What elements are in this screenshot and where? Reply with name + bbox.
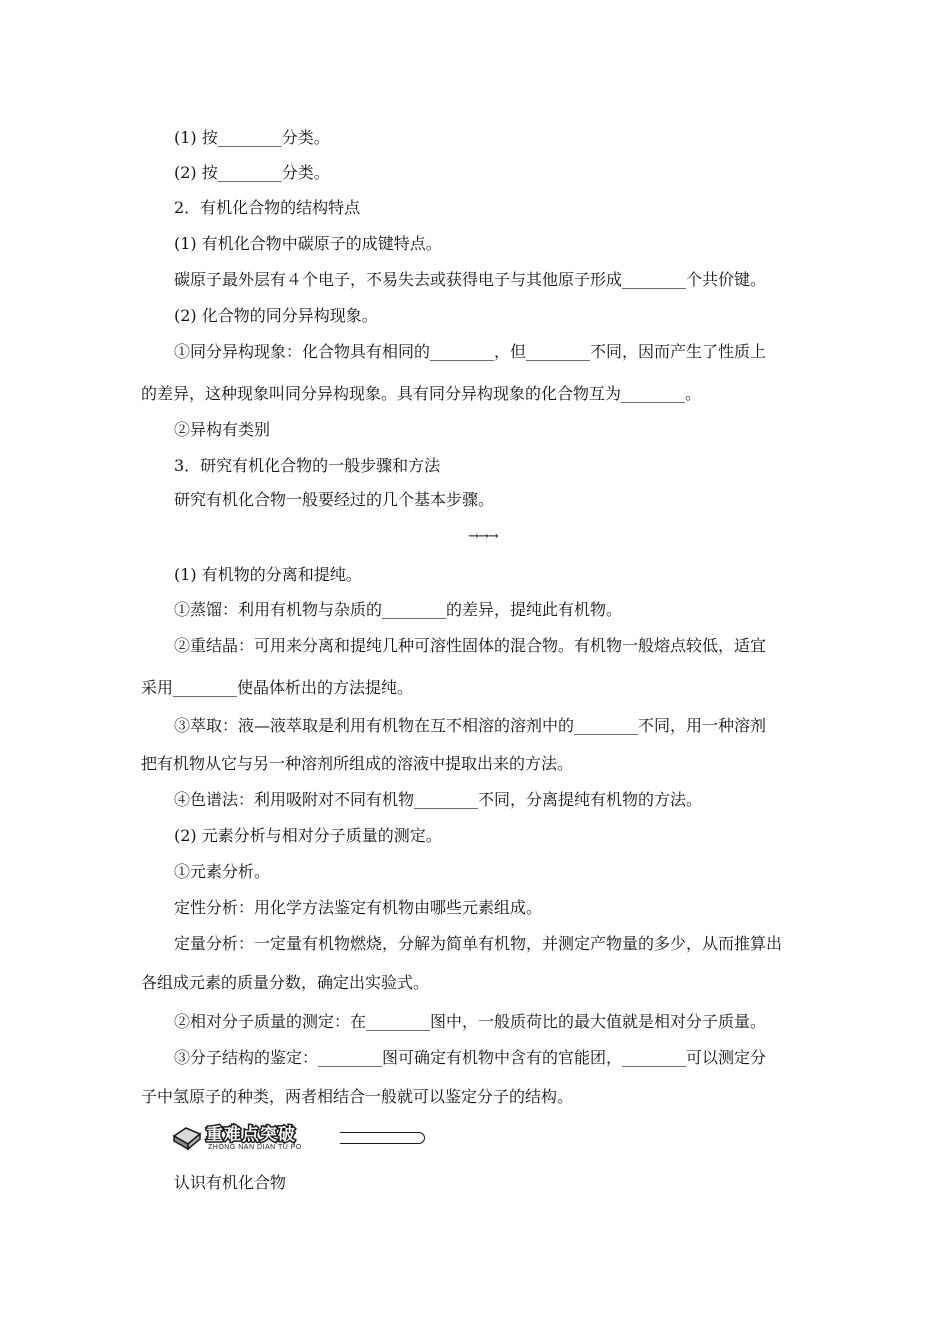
section-heading: 认识有机化合物 — [174, 1173, 287, 1192]
section-banner — [172, 1120, 427, 1156]
text-line: (1) 按________分类。 — [174, 128, 330, 147]
book-icon — [172, 1122, 202, 1152]
section-heading: 2．有机化合物的结构特点 — [174, 198, 361, 217]
arrows-text: →→→ — [468, 529, 498, 544]
text-line: ②相对分子质量的测定：在________图中，一般质荷比的最大值就是相对分子质量。 — [174, 1012, 767, 1031]
text-line: 定量分析：一定量有机物燃烧，分解为简单有机物，并测定产物量的多少，从而推算出 — [174, 934, 783, 953]
text-line: 定性分析：用化学方法鉴定有机物由哪些元素组成。 — [174, 898, 543, 917]
text-line: (2) 按________分类。 — [174, 163, 330, 182]
text-line: ①元素分析。 — [174, 862, 271, 881]
text-line: 研究有机化合物一般要经过的几个基本步骤。 — [174, 490, 495, 509]
banner-rule — [340, 1132, 425, 1144]
text-line: ③萃取：液—液萃取是利用有机物在互不相溶的溶剂中的________不同，用一种溶剂 — [174, 716, 767, 735]
text-line: ③分子结构的鉴定：________图可确定有机物中含有的官能团，________可以测定分 — [174, 1048, 767, 1067]
text-line: ④色谱法：利用吸附对不同有机物________不同，分离提纯有机物的方法。 — [174, 790, 703, 809]
text-line: 采用________使晶体析出的方法提纯。 — [141, 678, 414, 697]
text-line: 把有机物从它与另一种溶剂所组成的溶液中提取出来的方法。 — [141, 754, 574, 773]
text-line: 的差异，这种现象叫同分异构现象。具有同分异构现象的化合物互为________。 — [141, 384, 702, 403]
text-line: ②重结晶：可用来分离和提纯几种可溶性固体的混合物。有机物一般熔点较低，适宜 — [174, 636, 767, 655]
text-line: (2) 元素分析与相对分子质量的测定。 — [174, 826, 442, 845]
text-line: 碳原子最外层有４个电子，不易失去或获得电子与其他原子形成________个共价键。 — [174, 270, 767, 289]
section-heading: 3．研究有机化合物的一般步骤和方法 — [174, 456, 441, 475]
text-line: (1) 有机物的分离和提纯。 — [174, 565, 362, 584]
text-line: (2) 化合物的同分异构现象。 — [174, 306, 378, 325]
text-line: 各组成元素的质量分数，确定出实验式。 — [141, 973, 430, 992]
text-line: ②异构有类别 — [174, 420, 271, 439]
text-line: ①蒸馏：利用有机物与杂质的________的差异，提纯此有机物。 — [174, 600, 623, 619]
text-line: 子中氢原子的种类，两者相结合一般就可以鉴定分子的结构。 — [141, 1087, 574, 1106]
banner-subtitle: ZHONG NAN DIAN TU PO — [208, 1144, 302, 1151]
text-line: ①同分异构现象：化合物具有相同的________，但________不同，因而产生了性质上 — [174, 342, 767, 361]
text-line: (1) 有机化合物中碳原子的成键特点。 — [174, 234, 442, 253]
banner-title: 重难点突破 — [206, 1125, 296, 1145]
